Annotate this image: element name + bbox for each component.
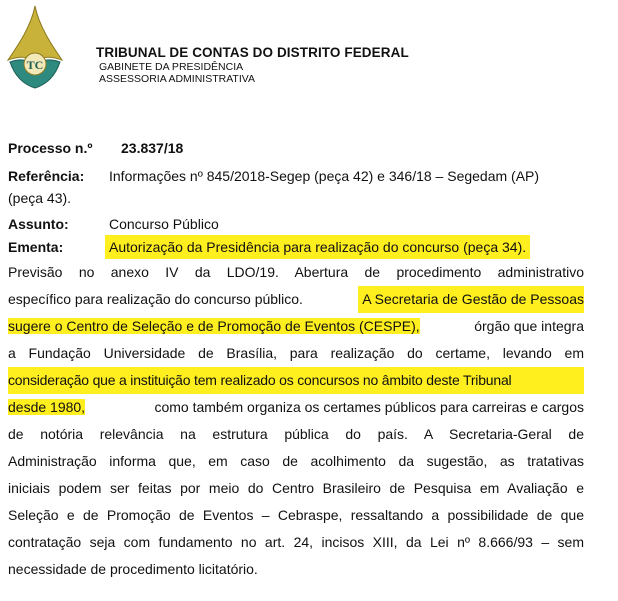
referencia-row [8, 165, 584, 187]
assunto-value: Concurso Público [109, 216, 219, 232]
svg-text:TC: TC [26, 58, 44, 72]
ementa-line: necessidade de procedimento licitatório. [8, 561, 258, 577]
assunto-row [8, 213, 584, 235]
ementa-line: Seleção e de Promoção de Eventos – Cebraspe, ressaltando a possibilidade de que [8, 507, 584, 523]
letterhead [96, 45, 409, 85]
assunto-label: Assunto: [8, 216, 69, 232]
ementa-line: Previsão no anexo IV da LDO/19. Abertura de procedimento administrativo [8, 264, 584, 280]
ementa-row [8, 235, 584, 259]
referencia-value: Informações nº 845/2018-Segep (peça 42) e 346/18 – Segedam (AP) [109, 168, 540, 184]
ementa-highlight-2: A Secretaria de Gestão de Pessoas [358, 286, 584, 313]
processo-number: 23.837/18 [121, 140, 184, 156]
ementa-text-segment: a Fundação Universidade de Brasília, para realização do certame, levando em [8, 345, 584, 361]
department-line: GABINETE DA PRESIDÊNCIA [99, 61, 244, 73]
ementa-line [8, 313, 584, 340]
document-body [8, 137, 584, 583]
ementa-line [8, 394, 584, 421]
ementa-text-segment: como também organiza os certames públicos para carreiras e cargos [154, 399, 584, 415]
referencia-label: Referência: [8, 168, 85, 184]
referencia-value-cont: (peça 43). [8, 190, 72, 206]
ementa-text-segment: órgão que integra [474, 318, 584, 334]
ementa-highlight-1: Autorização da Presidência para realização do concurso (peça 34). [105, 235, 530, 259]
ementa-text-segment: específico para realização do concurso público. [8, 291, 303, 307]
ementa-label: Ementa: [8, 239, 64, 255]
ementa-highlight-4: consideração que a instituição tem realizado os concursos no âmbito deste Tribunal [8, 367, 584, 394]
ementa-line: Administração informa que, em caso de acolhimento da sugestão, as tratativas [8, 453, 584, 469]
section-line: ASSESSORIA ADMINISTRATIVA [99, 73, 255, 85]
institution-title: TRIBUNAL DE CONTAS DO DISTRITO FEDERAL [96, 45, 409, 60]
processo-row [8, 137, 584, 159]
ementa-line [8, 340, 584, 367]
ementa-text [8, 259, 584, 583]
processo-label: Processo n.º [8, 140, 93, 156]
tcdf-emblem-icon [4, 4, 66, 90]
ementa-line: iniciais podem ser feitas por meio do Centro Brasileiro de Pesquisa em Avaliação e [8, 480, 584, 496]
referencia-row-2 [8, 187, 584, 209]
ementa-highlight-3: sugere o Centro de Seleção e de Promoção de Eventos (CESPE), [8, 318, 420, 334]
ementa-line: de notória relevância na estrutura pública do país. A Secretaria-Geral de [8, 426, 584, 442]
ementa-line: contratação seja com fundamento no art. 24, incisos XIII, da Lei nº 8.666/93 – sem [8, 534, 584, 550]
ementa-highlight-5: desde 1980, [8, 399, 86, 415]
ementa-line [8, 286, 584, 313]
